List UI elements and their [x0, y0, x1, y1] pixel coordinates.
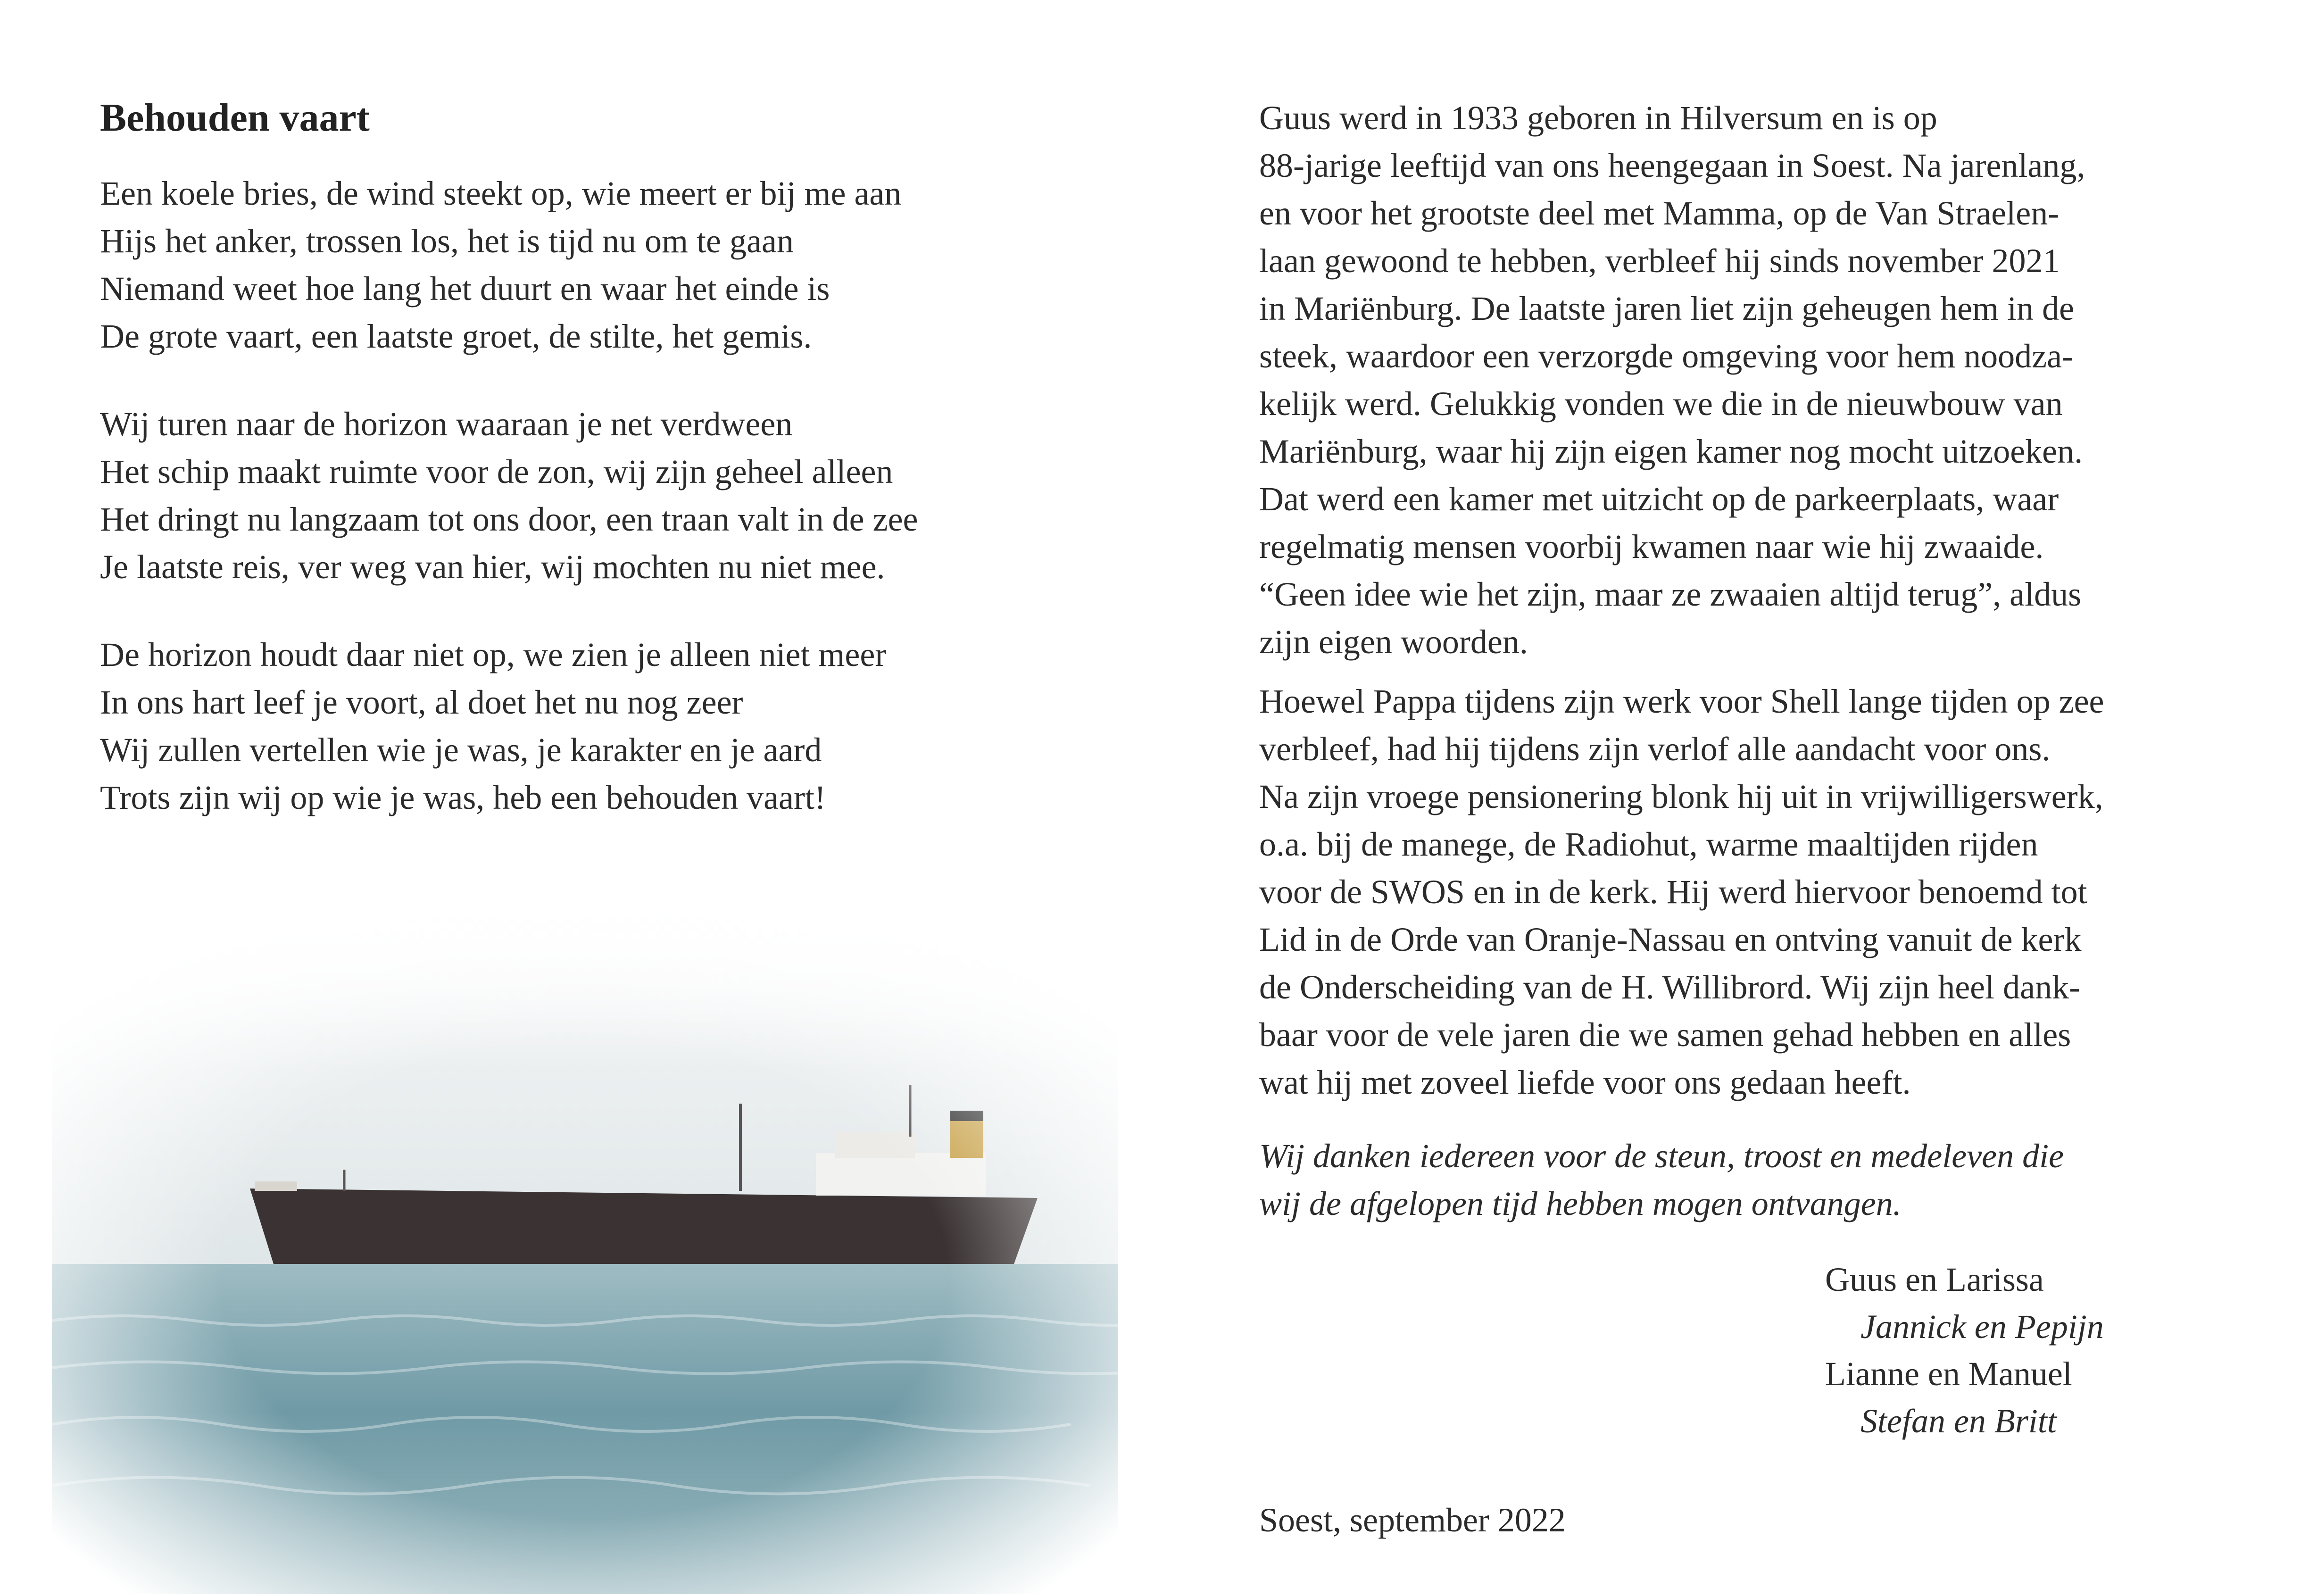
text-line: zijn eigen woorden. — [1259, 623, 1528, 661]
text-line: Hoewel Pappa tijdens zijn werk voor Shell lange tijden op zee — [1259, 682, 2104, 720]
text-line: Dat werd een kamer met uitzicht op de parkeerplaats, waar — [1259, 480, 2059, 518]
signature-line: Stefan en Britt — [1860, 1402, 2057, 1440]
poem-line: Het dringt nu langzaam tot ons door, een traan valt in de zee — [100, 500, 918, 538]
poem-line: Hijs het anker, trossen los, het is tijd nu om te gaan — [100, 222, 794, 260]
text-line: wij de afgelopen tijd hebben mogen ontvangen. — [1259, 1185, 1902, 1222]
text-line: 88-jarige leeftijd van ons heengegaan in Soest. Na jarenlang, — [1259, 147, 2085, 184]
text-line: regelmatig mensen voorbij kwamen naar wie hij zwaaide. — [1259, 528, 2044, 565]
text-line: Wij danken iedereen voor de steun, troost en medeleven die — [1259, 1137, 2064, 1175]
poem-line: Wij zullen vertellen wie je was, je karakter en je aard — [100, 731, 822, 769]
text-line: in Mariënburg. De laatste jaren liet zijn geheugen hem in de — [1259, 290, 2075, 327]
text-line: o.a. bij de manege, de Radiohut, warme maaltijden rijden — [1259, 825, 2038, 863]
text-line: Guus werd in 1933 geboren in Hilversum en is op — [1259, 99, 1937, 137]
text-line: en voor het grootste deel met Mamma, op de Van Straelen- — [1259, 194, 2060, 232]
text-line: kelijk werd. Gelukkig vonden we die in de nieuwbouw van — [1259, 385, 2063, 423]
text-line: de Onderscheiding van de H. Willibrord. Wij zijn heel dank- — [1259, 968, 2081, 1006]
thanks-note — [1259, 1132, 2287, 1228]
biography-paragraph-1 — [1259, 94, 2287, 666]
text-line: voor de SWOS en in de kerk. Hij werd hiervoor benoemd tot — [1259, 873, 2087, 911]
poem-line: In ons hart leef je voort, al doet het nu nog zeer — [100, 683, 743, 721]
signature-line: Lianne en Manuel — [1825, 1355, 2072, 1393]
poem-line: Wij turen naar de horizon waaraan je net verdween — [100, 405, 793, 443]
text-line: laan gewoond te hebben, verbleef hij sinds november 2021 — [1259, 242, 2060, 280]
place-date: Soest, september 2022 — [1259, 1501, 1566, 1539]
text-line: Mariënburg, waar hij zijn eigen kamer nog mocht uitzoeken. — [1259, 432, 2083, 470]
poem-line: Trots zijn wij op wie je was, heb een behouden vaart! — [100, 779, 826, 816]
signature-line: Jannick en Pepijn — [1860, 1308, 2104, 1346]
biography-paragraph-2 — [1259, 678, 2287, 1106]
poem-section — [100, 94, 1138, 862]
text-line: Na zijn vroege pensionering blonk hij uit in vrijwilligerswerk, — [1259, 778, 2103, 815]
text-line: steek, waardoor een verzorgde omgeving voor hem noodza- — [1259, 337, 2074, 375]
poem-title: Behouden vaart — [100, 96, 370, 140]
ship-photo — [52, 896, 1118, 1594]
poem-line: De grote vaart, een laatste groet, de stilte, het gemis. — [100, 317, 812, 355]
ship-image — [52, 896, 1118, 1594]
poem-stanza-3 — [100, 631, 1138, 822]
poem-stanza-2 — [100, 400, 1138, 591]
text-line: Lid in de Orde van Oranje-Nassau en ontving vanuit de kerk — [1259, 921, 2082, 958]
text-line: wat hij met zoveel liefde voor ons gedaan heeft. — [1259, 1064, 1911, 1101]
text-line: verbleef, had hij tijdens zijn verlof alle aandacht voor ons. — [1259, 730, 2051, 768]
signature-line: Guus en Larissa — [1825, 1261, 2044, 1298]
poem-line: Niemand weet hoe lang het duurt en waar het einde is — [100, 270, 830, 308]
signatures — [1825, 1256, 2287, 1445]
biography-section — [1259, 94, 2287, 1544]
poem-stanza-1 — [100, 170, 1138, 360]
poem-line: Een koele bries, de wind steekt op, wie meert er bij me aan — [100, 175, 902, 212]
poem-line: Het schip maakt ruimte voor de zon, wij zijn geheel alleen — [100, 453, 893, 490]
text-line: “Geen idee wie het zijn, maar ze zwaaien altijd terug”, aldus — [1259, 575, 2082, 613]
poem-line: De horizon houdt daar niet op, we zien je alleen niet meer — [100, 636, 887, 673]
text-line: baar voor de vele jaren die we samen gehad hebben en alles — [1259, 1016, 2071, 1054]
poem-line: Je laatste reis, ver weg van hier, wij mochten nu niet mee. — [100, 548, 885, 586]
